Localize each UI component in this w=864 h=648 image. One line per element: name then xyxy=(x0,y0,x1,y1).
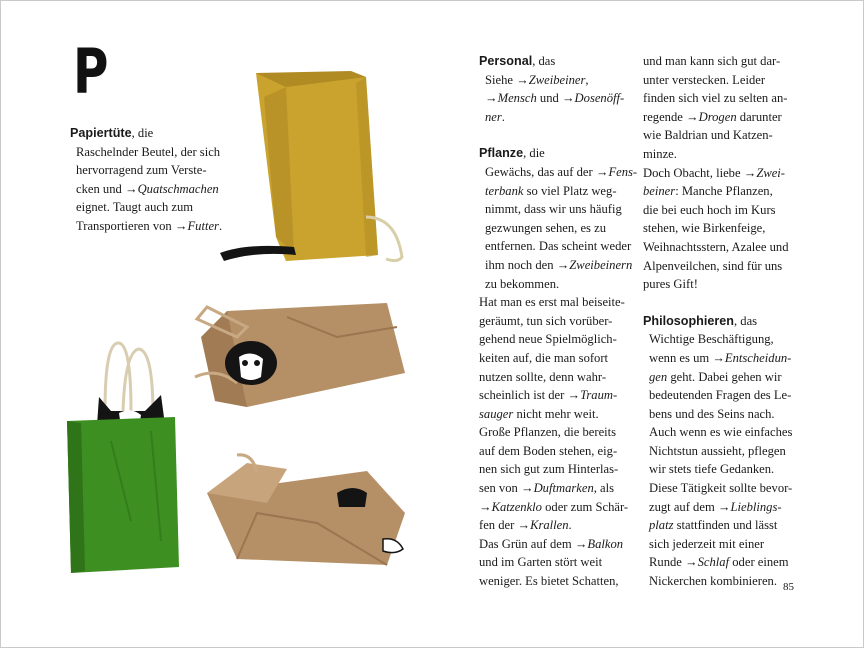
text-run: oder zum Schär- xyxy=(541,499,629,514)
text-run: oder einem xyxy=(729,555,789,570)
text-run: eignet. Taugt auch zum xyxy=(76,200,194,215)
text-line xyxy=(479,498,629,517)
text-run: stattfinden und lässt xyxy=(673,518,778,533)
text-run: nutzen sollte, denn wahr- xyxy=(479,369,607,384)
entry-head xyxy=(479,144,629,163)
text-line xyxy=(643,275,805,294)
entry-head xyxy=(643,312,805,331)
text-line xyxy=(643,182,805,201)
entry-body xyxy=(479,71,629,127)
text-run: sich jederzeit mit einer xyxy=(649,536,765,551)
text-run: Gewächs, das auf der xyxy=(485,164,596,179)
text-run: Auch wenn es wie einfaches xyxy=(649,425,793,440)
text-line xyxy=(643,349,805,368)
text-run: wir stets tiefe Gedanken. xyxy=(649,462,775,477)
text-run: hervorragend zum Verste- xyxy=(76,163,207,178)
text-line xyxy=(643,238,805,257)
cross-reference: gen xyxy=(649,369,668,384)
text-line xyxy=(643,460,805,479)
headword: Personal xyxy=(479,54,533,68)
text-run: unter verstecken. Leider xyxy=(643,72,766,87)
text-line xyxy=(479,479,629,498)
text-line xyxy=(643,405,805,424)
text-line xyxy=(479,312,629,331)
text-run: und im Garten stört weit xyxy=(479,555,603,570)
page-number: 85 xyxy=(783,581,794,593)
text-run: scheinlich ist der xyxy=(479,388,568,403)
cross-reference: →Traum- xyxy=(567,388,618,403)
text-line xyxy=(479,460,629,479)
text-line xyxy=(479,71,629,90)
text-run: nicht mehr weit. xyxy=(513,406,599,421)
text-line xyxy=(479,386,629,405)
text-line xyxy=(643,164,805,183)
text-run: Doch Obacht, liebe xyxy=(643,165,744,180)
cross-reference: →Katzenklo xyxy=(479,499,542,514)
text-run: und man kann sich gut dar- xyxy=(643,54,781,68)
text-line xyxy=(479,572,629,591)
headword-suffix: , die xyxy=(523,146,545,161)
text-run: finden sich viel zu selten an- xyxy=(643,91,788,106)
text-run: nen sich gut zum Hinterlas- xyxy=(479,462,619,477)
cross-reference: ner xyxy=(485,109,502,124)
text-run: Alpenveilchen, sind für uns xyxy=(643,258,783,273)
section-letter: P xyxy=(73,35,109,108)
text-run: Das Grün auf dem xyxy=(479,536,575,551)
text-line xyxy=(70,180,235,199)
text-run: geräumt, tun sich vorüber- xyxy=(479,313,613,328)
text-run: cken und xyxy=(76,181,125,196)
text-line xyxy=(643,126,805,145)
text-run: , als xyxy=(593,481,615,496)
text-line xyxy=(479,405,629,424)
cross-reference: platz xyxy=(649,518,674,533)
text-line xyxy=(643,201,805,220)
text-run: . xyxy=(568,518,572,533)
text-run: darunter xyxy=(736,109,782,124)
headword: Papiertüte xyxy=(70,126,132,140)
text-line xyxy=(479,89,629,108)
text-run: Nickerchen kombinieren. xyxy=(649,574,777,589)
text-run: , xyxy=(585,72,589,87)
text-line xyxy=(643,572,805,591)
cross-reference: →Fens- xyxy=(595,164,638,179)
headword: Pflanze xyxy=(479,146,524,161)
cross-reference: →Drogen xyxy=(686,109,737,124)
text-line xyxy=(643,145,805,164)
text-line xyxy=(643,553,805,572)
text-run: stehen, wie Birkenfeige, xyxy=(643,221,766,236)
text-line xyxy=(479,163,638,182)
text-line xyxy=(643,516,805,535)
text-line xyxy=(643,479,805,498)
photo-yellow-bag-cat-tail xyxy=(216,67,406,272)
entry-philosophieren xyxy=(643,312,805,591)
text-line xyxy=(643,386,805,405)
headword-suffix: , das xyxy=(532,54,556,68)
text-line xyxy=(643,498,805,517)
text-run: Wichtige Beschäftigung, xyxy=(649,332,774,347)
text-run: entfernen. Das scheint weder xyxy=(485,239,632,254)
text-run: ihm noch den xyxy=(485,257,557,272)
cross-reference: →Quatschmachen xyxy=(124,181,219,196)
text-line xyxy=(479,182,629,201)
text-run: gehend neue Spielmöglich- xyxy=(479,332,617,347)
entry-head xyxy=(70,124,235,143)
text-run: bedeutenden Fragen des Le- xyxy=(649,388,792,403)
cross-reference: →Zweibeinern xyxy=(556,257,633,272)
text-line xyxy=(643,330,805,349)
entry-personal xyxy=(479,52,629,126)
entry-body xyxy=(70,143,235,236)
text-run: nimmt, dass wir uns häufig xyxy=(485,202,622,217)
text-line xyxy=(479,368,629,387)
text-run: so viel Platz weg- xyxy=(523,183,617,198)
text-run: Hat man es erst mal beiseite- xyxy=(479,295,625,310)
headword-suffix: , die xyxy=(131,126,154,140)
text-line xyxy=(70,217,235,236)
text-run: Nichtstun aussieht, pflegen xyxy=(649,443,786,458)
text-line xyxy=(479,275,629,294)
photo-kraft-bag-cat-inside xyxy=(197,453,409,571)
cross-reference: →Duftmarken xyxy=(520,481,594,496)
text-line xyxy=(643,535,805,554)
text-line xyxy=(643,423,805,442)
pflanze-continuation xyxy=(643,52,805,294)
text-line xyxy=(643,442,805,461)
column-2 xyxy=(643,52,805,591)
text-line xyxy=(643,52,805,71)
text-line xyxy=(479,553,629,572)
text-run: sen von xyxy=(479,481,521,496)
text-run: keiten auf, die man sofort xyxy=(479,350,609,365)
text-line xyxy=(643,108,805,127)
text-run: Runde xyxy=(649,555,686,570)
text-run: bens und des Seins nach. xyxy=(649,406,775,421)
headword: Philosophieren xyxy=(643,313,734,328)
text-line xyxy=(479,200,629,219)
text-line xyxy=(479,535,629,554)
text-line xyxy=(479,516,629,535)
cat-head xyxy=(337,488,367,507)
text-line xyxy=(479,442,629,461)
text-line xyxy=(643,71,805,90)
cross-reference: →Futter xyxy=(174,218,219,233)
text-run: und xyxy=(536,91,562,106)
cross-reference: terbank xyxy=(485,183,524,198)
text-run: auf dem Boden stehen, eig- xyxy=(479,443,618,458)
text-run: . xyxy=(218,218,223,233)
cross-reference: beiner xyxy=(643,184,676,199)
text-line xyxy=(479,293,629,312)
cross-reference: →Mensch xyxy=(485,91,537,106)
text-line xyxy=(479,219,629,238)
text-run: Weihnachtsstern, Azalee und xyxy=(643,239,789,254)
entry-body xyxy=(479,163,638,591)
text-run: weniger. Es bietet Schatten, xyxy=(479,574,619,589)
text-run: wie Baldrian und Katzen- xyxy=(643,128,773,143)
cross-reference: →Krallen xyxy=(517,518,569,533)
text-run: die bei euch hoch im Kurs xyxy=(643,202,776,217)
text-line xyxy=(643,89,805,108)
text-run: Raschelnder Beutel, der sich xyxy=(76,144,221,159)
text-run: fen der xyxy=(479,518,518,533)
text-line xyxy=(70,161,235,180)
text-run: Große Pflanzen, die bereits xyxy=(479,425,617,440)
text-line xyxy=(70,198,235,217)
cross-reference: →Lieblings- xyxy=(717,499,782,514)
text-run: regende xyxy=(643,109,687,124)
cross-reference: →Zweibeiner xyxy=(516,72,586,87)
text-line xyxy=(479,108,629,127)
text-line xyxy=(479,330,629,349)
text-line xyxy=(643,219,805,238)
photo-kraft-bag-cat-peeking xyxy=(187,297,409,417)
text-run: minze. xyxy=(643,146,677,161)
text-line xyxy=(643,368,805,387)
cat-paw xyxy=(383,539,403,553)
cross-reference: →Zwei- xyxy=(743,165,785,180)
cross-reference: →Balkon xyxy=(574,536,624,551)
photo-green-bag-cat xyxy=(61,341,186,579)
cross-reference: →Entscheidun- xyxy=(712,350,792,365)
text-run: geht. Dabei gehen wir xyxy=(667,369,782,384)
text-line xyxy=(479,349,629,368)
cat-tail xyxy=(220,246,296,261)
entry-papiertuete xyxy=(70,124,235,236)
text-run: gezwungen sehen, es zu xyxy=(485,220,606,235)
text-line xyxy=(479,256,633,275)
entry-body xyxy=(643,330,805,590)
column-1 xyxy=(479,52,638,591)
text-run: zugt auf dem xyxy=(649,499,718,514)
text-run: . xyxy=(501,109,505,124)
cross-reference: →Schlaf xyxy=(685,555,730,570)
text-run: : Manche Pflanzen, xyxy=(675,184,773,199)
headword-suffix: , das xyxy=(733,313,758,328)
text-line xyxy=(70,143,235,162)
text-run: wenn es um xyxy=(649,350,713,365)
text-run: Diese Tätigkeit sollte bevor- xyxy=(649,481,793,496)
cross-reference: →Dosenöff- xyxy=(561,91,625,106)
text-line xyxy=(643,257,805,276)
text-run: pures Gift! xyxy=(643,277,698,292)
entry-head xyxy=(479,52,629,71)
text-run: Siehe xyxy=(485,72,517,87)
text-line xyxy=(479,237,632,256)
text-run: Transportieren von xyxy=(76,218,175,233)
cross-reference: sauger xyxy=(479,406,514,421)
text-run: zu bekommen. xyxy=(485,276,560,291)
text-line xyxy=(479,423,629,442)
entry-pflanze xyxy=(479,144,638,590)
